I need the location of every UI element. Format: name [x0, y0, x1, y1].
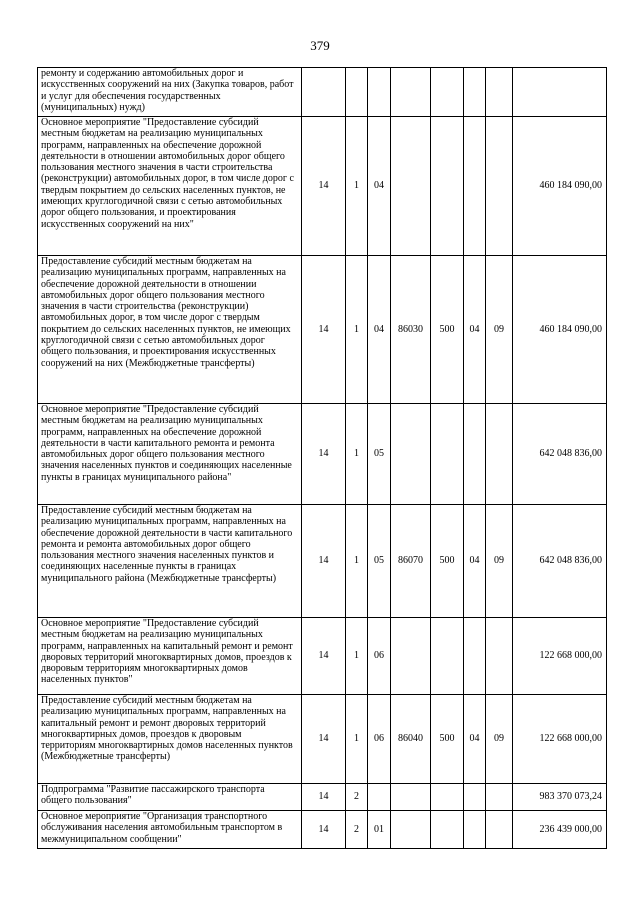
row-name: Подпрограмма "Развитие пассажирского транспорта общего пользования" — [38, 784, 302, 811]
cell-expense-type: 500 — [431, 256, 464, 404]
cell-amount: 460 184 090,00 — [513, 117, 607, 256]
cell-program-code: 1 — [346, 117, 368, 256]
table-row — [38, 256, 607, 404]
page-number: 379 — [310, 38, 330, 53]
cell-program-code: 1 — [346, 695, 368, 784]
cell-activity-code — [368, 68, 391, 117]
table-row — [38, 68, 607, 117]
cell-program-code: 1 — [346, 505, 368, 618]
cell-direction-code — [391, 404, 431, 505]
table-row — [38, 618, 607, 695]
row-name: Предоставление субсидий местным бюджетам на реализацию муниципальных программ, направленных на обеспечение дорожной деятельности в отношении автомобильных дорог общего пользования местного значения в части строительства (реконструкции) автомобильных дорог, в том числе дорог с твердым покрытием до сельских населенных пунктов, не имеющих круглогодичной связи с сетью автомобильных дорог общего пользования, и проектирования искусственных сооружений на них (Межбюджетные трансферты) — [38, 256, 302, 404]
cell-direction-code — [391, 811, 431, 849]
cell-section: 04 — [464, 695, 486, 784]
cell-ministry-code: 14 — [302, 618, 346, 695]
cell-program-code: 1 — [346, 256, 368, 404]
cell-activity-code: 04 — [368, 117, 391, 256]
cell-section — [464, 784, 486, 811]
row-name: Основное мероприятие "Предоставление субсидий местным бюджетам на реализацию муниципальных программ, направленных на обеспечение дорожной деятельности в отношении автомобильных дорог общего пользования местного значения в части строительства (реконструкции) автомобильных дорог, в том числе дорог с твердым покрытием до сельских населенных пунктов, не имеющих круглогодичной связи с сетью автомобильных дорог общего пользования, и проектирования искусственных сооружений на них" — [38, 117, 302, 256]
cell-program-code: 2 — [346, 784, 368, 811]
cell-expense-type — [431, 117, 464, 256]
row-name: Основное мероприятие "Предоставление субсидий местным бюджетам на реализацию муниципальных программ, направленных на обеспечение дорожной деятельности в части капитального ремонта и ремонта автомобильных дорог общего пользования местного значения населенных пунктов и соединяющих населенные пункты в границах муниципального района" — [38, 404, 302, 505]
cell-subsection — [486, 784, 513, 811]
cell-amount: 122 668 000,00 — [513, 695, 607, 784]
cell-subsection: 09 — [486, 256, 513, 404]
cell-amount: 642 048 836,00 — [513, 404, 607, 505]
cell-program-code: 2 — [346, 811, 368, 849]
table-row — [38, 695, 607, 784]
cell-direction-code: 86040 — [391, 695, 431, 784]
cell-amount: 983 370 073,24 — [513, 784, 607, 811]
cell-program-code: 1 — [346, 618, 368, 695]
cell-direction-code — [391, 68, 431, 117]
cell-expense-type — [431, 784, 464, 811]
cell-ministry-code: 14 — [302, 505, 346, 618]
cell-section — [464, 404, 486, 505]
cell-program-code — [346, 68, 368, 117]
cell-activity-code: 06 — [368, 695, 391, 784]
cell-section: 04 — [464, 505, 486, 618]
cell-section — [464, 68, 486, 117]
cell-ministry-code: 14 — [302, 404, 346, 505]
cell-ministry-code: 14 — [302, 811, 346, 849]
cell-subsection — [486, 618, 513, 695]
cell-activity-code — [368, 784, 391, 811]
cell-ministry-code: 14 — [302, 695, 346, 784]
cell-direction-code — [391, 618, 431, 695]
cell-activity-code: 06 — [368, 618, 391, 695]
row-name: Предоставление субсидий местным бюджетам на реализацию муниципальных программ, направленных на обеспечение дорожной деятельности в части капитального ремонта и ремонта автомобильных дорог общего пользования местного значения населенных пунктов и соединяющих населенные пункты в границах муниципального района (Межбюджетные трансферты) — [38, 505, 302, 618]
cell-subsection — [486, 404, 513, 505]
cell-subsection — [486, 117, 513, 256]
table-row — [38, 811, 607, 849]
cell-subsection: 09 — [486, 505, 513, 618]
cell-section — [464, 618, 486, 695]
cell-subsection: 09 — [486, 695, 513, 784]
cell-activity-code: 05 — [368, 404, 391, 505]
cell-activity-code: 05 — [368, 505, 391, 618]
cell-ministry-code: 14 — [302, 117, 346, 256]
cell-ministry-code — [302, 68, 346, 117]
cell-ministry-code: 14 — [302, 256, 346, 404]
row-name: Предоставление субсидий местным бюджетам на реализацию муниципальных программ, направленных на капитальный ремонт и ремонт дворовых территорий многоквартирных домов, проездов к дворовым территориям многоквартирных домов населенных пунктов (Межбюджетные трансферты) — [38, 695, 302, 784]
cell-section — [464, 811, 486, 849]
cell-amount: 460 184 090,00 — [513, 256, 607, 404]
cell-expense-type — [431, 404, 464, 505]
cell-direction-code: 86030 — [391, 256, 431, 404]
row-name: Основное мероприятие "Организация транспортного обслуживания населения автомобильным транспортом в межмуниципальном сообщении" — [38, 811, 302, 849]
cell-subsection — [486, 68, 513, 117]
cell-section: 04 — [464, 256, 486, 404]
cell-activity-code: 01 — [368, 811, 391, 849]
table-row — [38, 117, 607, 256]
cell-direction-code: 86070 — [391, 505, 431, 618]
budget-table — [37, 67, 607, 849]
cell-expense-type — [431, 618, 464, 695]
cell-amount: 642 048 836,00 — [513, 505, 607, 618]
cell-ministry-code: 14 — [302, 784, 346, 811]
table-row — [38, 784, 607, 811]
table-body — [38, 68, 607, 849]
cell-subsection — [486, 811, 513, 849]
cell-expense-type — [431, 68, 464, 117]
cell-section — [464, 117, 486, 256]
cell-program-code: 1 — [346, 404, 368, 505]
cell-direction-code — [391, 117, 431, 256]
cell-amount: 122 668 000,00 — [513, 618, 607, 695]
cell-expense-type: 500 — [431, 505, 464, 618]
row-name: Основное мероприятие "Предоставление субсидий местным бюджетам на реализацию муниципальных программ, направленных на капитальный ремонт и ремонт дворовых территорий многоквартирных домов, проездов к дворовым территориям многоквартирных домов населенных пунктов" — [38, 618, 302, 695]
cell-activity-code: 04 — [368, 256, 391, 404]
table-row — [38, 404, 607, 505]
cell-expense-type: 500 — [431, 695, 464, 784]
row-name: ремонту и содержанию автомобильных дорог и искусственных сооружений на них (Закупка товаров, работ и услуг для обеспечения государственных (муниципальных) нужд) — [38, 68, 302, 117]
cell-direction-code — [391, 784, 431, 811]
cell-expense-type — [431, 811, 464, 849]
cell-amount — [513, 68, 607, 117]
table-row — [38, 505, 607, 618]
cell-amount: 236 439 000,00 — [513, 811, 607, 849]
